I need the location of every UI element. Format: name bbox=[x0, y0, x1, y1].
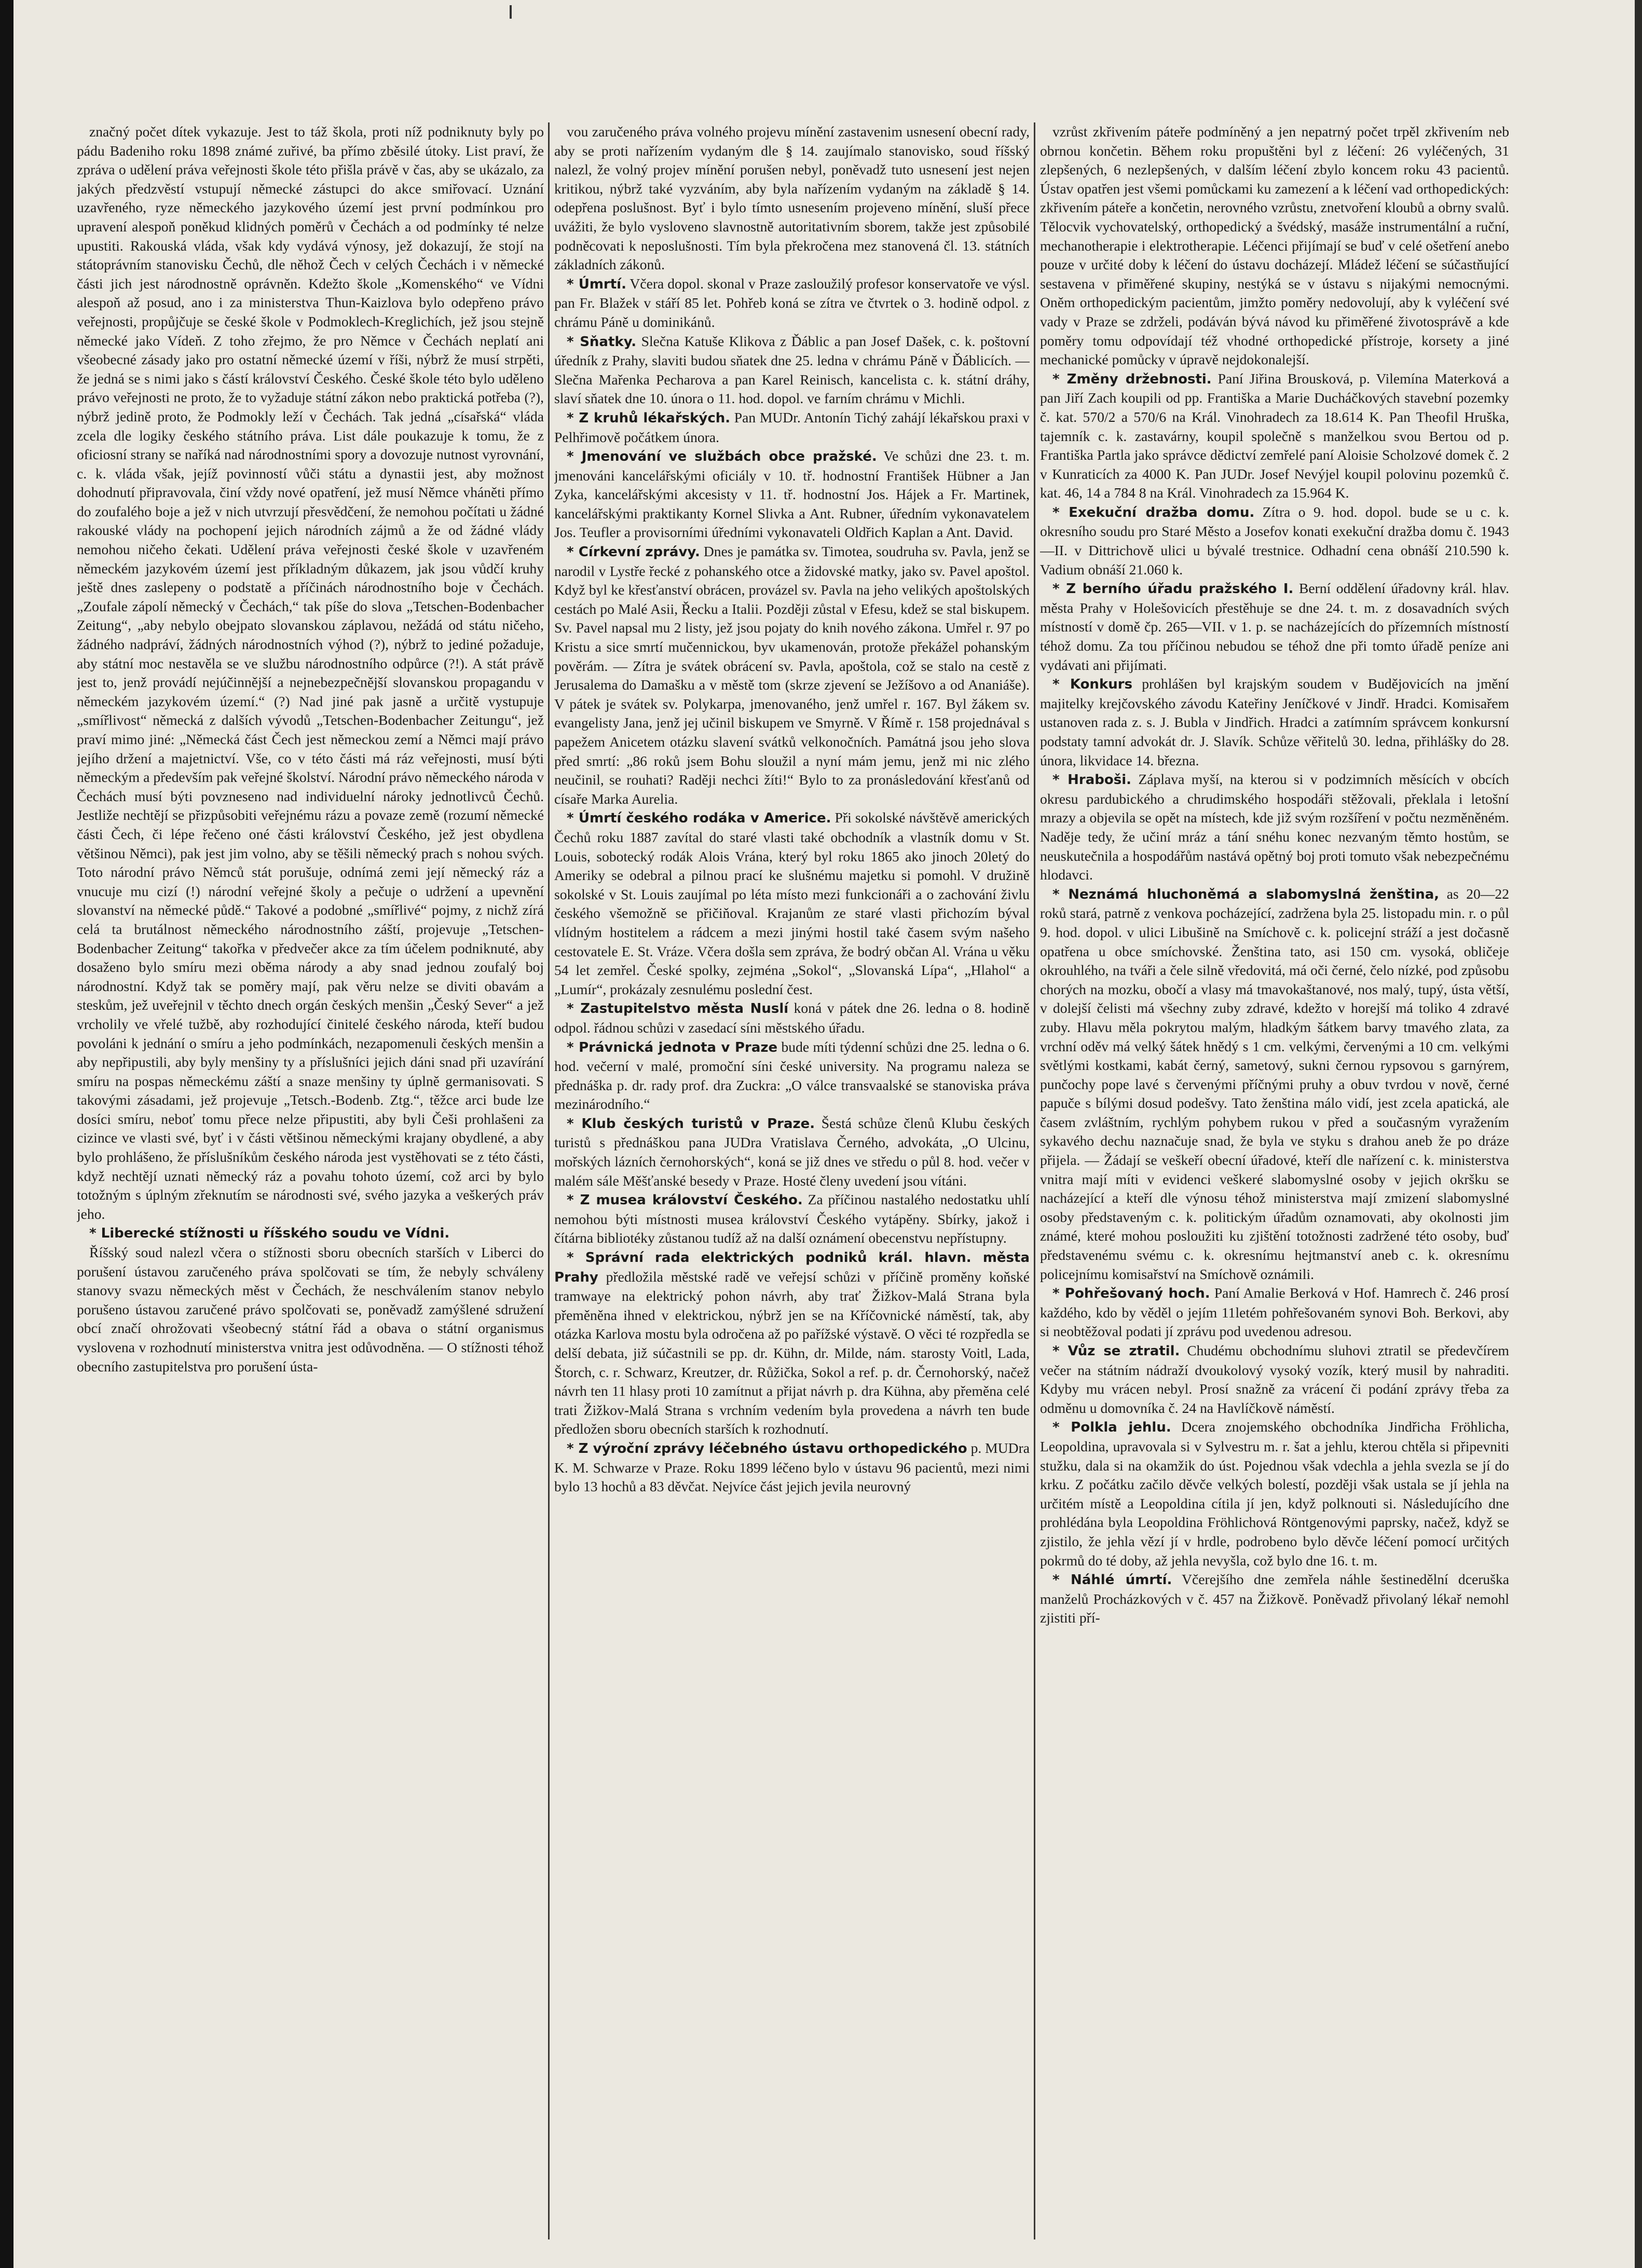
news-item: * Klub českých turistů v Praze. Šestá schůze členů Klubu českých turistů s přednáškou pana JUDra Vratislava Černého, advokáta, „O Ulcinu, mořských lázních černohorských“, koná se již dnes ve středu o půl 8. hod. večer v malém sále Měšťanské besedy v Praze. Hosté členy uvedení jsou vítáni. bbox=[554, 1115, 1030, 1189]
news-item: * Jmenování ve službách obce pražské. Ve schůzi dne 23. t. m. jmenováni kancelářskými oficiály v 10. tř. hodnostní František Hübner a Jan Zyka, kancelářskými akcesisty v 11. tř. hodnostní Jos. Hájek a Fr. Martinek, kancelářskými praktikanty Kornel Slivka a Ant. Rubner, úředním vykonavatelem Jos. Teufler a provisorními úředními vykonavateli Oldřich Kaplan a Ant. David. bbox=[554, 448, 1030, 541]
news-item: * Vůz se ztratil. Chudému obchodnímu sluhovi ztratil se předevčírem večer na státním nádraží dvoukolový vysoký vozík, který musil by nahraditi. Kdyby mu vrácen nebyl. Prosí snažně za vrácení či podání zprávy třeba za odměnu u domovníka č. 24 na Havlíčkově náměstí. bbox=[1040, 1342, 1509, 1416]
scan-border-left bbox=[0, 0, 13, 2268]
column-3 bbox=[1040, 122, 1509, 2239]
news-item: * Exekuční dražba domu. Zítra o 9. hod. dopol. bude se u c. k. okresního soudu pro Staré Město a Josefov konati exekuční dražba domu č. 1943—II. v Dittrichově ulici u bývalé trestnice. Odhadní cena obnáší 210.590 k. Vadium obnáší 21.060 k. bbox=[1040, 503, 1509, 578]
news-item: * Z musea království Českého. Za příčinou nastalého nedostatku uhlí nemohou býti místnosti musea království Českého vytápěny. Sbírky, jakož i čítárna bibliotéky zůstanou tudíž až na další oznámení obecenstvu nepřístupny. bbox=[554, 1191, 1030, 1246]
article-paragraph: Říšský soud nalezl včera o stížnosti sboru obecních starších v Liberci do porušení ústavou zaručeného práva spolčovati se tím, že nebyly schváleny stanovy svazu německých měst v Čechách, že neschválením stanov nebylo porušeno ústavou zaručené právo spolčovati se, poněvadž zamýšlené sdružení obcí značí ohrožovati všeobecný státní řád a obava o státní organismus vyslovena v rozhodnutí ministerstva vnitra jest odůvodněna. — O stížnosti téhož obecního zastupitelstva pro porušení ústa- bbox=[77, 1244, 544, 1374]
news-item: * Z kruhů lékařských. Pan MUDr. Antonín Tichý zahájí lékařskou praxi v Pelhřimově počátkem února. bbox=[554, 409, 1030, 445]
article-heading: * Liberecké stížnosti u říšského soudu ve Vídni. bbox=[89, 1226, 450, 1242]
news-item: * Pohřešovaný hoch. Paní Amalie Berková v Hof. Hamrech č. 246 prosí každého, kdo by věděl o jejím 11letém pohřešovaném synovi Boh. Berkovi, aby si neobtěžoval podati jí zprávu pod uvedenou adresou. bbox=[1040, 1285, 1509, 1340]
news-item: * Úmrtí českého rodáka v Americe. Při sokolské návštěvě amerických Čechů roku 1887 zavítal do staré vlasti také obchodník a vlastník domu v St. Louis, sobotecký rodák Alois Vrána, který byl roku 1865 ako jinoch 20letý do Ameriky se odebral a pilnou prací ke slušnému majetku si pomohl. V družině sokolské v St. Louis zaujímal po léta místo mezi funkcionáři a o zachování živlu českého všemožně se přičiňoval. Krajanům ze staré vlasti přichozím býval vlídným hostitelem a rádcem a mezi jinými hostil také časem svým našeho cestovatele E. St. Vráze. Včera došla sem zpráva, že bodrý občan Al. Vrána u věku 54 let zemřel. České spolky, zejména „Sokol“, „Slovanská Lípa“, „Hlahol“ a „Lumír“, prokázaly zesnulému poslední čest. bbox=[554, 809, 1030, 997]
article-paragraph: vou zaručeného práva volného projevu mínění zastavenim usnesení obecní rady, aby se proti nařízením vydaným dle § 14. zaujímalo stanovisko, soud říšský nalezl, že volný projev mínění porušen nebyl, poněvadž tuto usnesení jest nejen kritikou, nýbrž také vyzváním, aby byla nařízením vydaným na základě § 14. odepřena poslušnost. Byť i bylo tímto usnesením projeveno mínění, sluší přece uvážiti, že bylo vysloveno slavnostně autoritativním sborem, takže jest způsobilé podněcovati k neposlušnosti. Tím byla překročena mez stanovená čl. 13. státních základních zákonů. bbox=[554, 123, 1030, 273]
news-item: * Církevní zprávy. Dnes je památka sv. Timotea, soudruha sv. Pavla, jenž se narodil v Lystře řecké z pohanského otce a židovské matky, jako sv. Pavel apoštol. Když byl ke křesťanství obrácen, provázel sv. Pavla na jeho velikých apoštolských cestách po Malé Asii, Řecku a Italii. Později zůstal v Efesu, kdež se stal biskupem. Sv. Pavel napsal mu 2 listy, jež jsou pojaty do knih nového zákona. Umřel r. 97 po Kristu a sice smrtí mučennickou, byv ukamenován, protože překážel pohanským pověrám. — Zítra je svátek obrácení sv. Pavla, apoštola, což se stalo na cestě z Jerusalema do Damašku a v městě tom (skrze zjevení se Ježíšovo a od Ananiáše). V pátek je svátek sv. Polykarpa, jmenovaného, jenž umřel r. 167. Byl žákem sv. evangelisty Jana, jenž jej učinil biskupem ve Smyrně. V Římě r. 158 projednával s papežem Anicetem otázku slavení svátků velkonočních. Památná jsou jeho slova před smrtí: „86 roků jsem Bohu sloužil a nyní mám jemu, jenž mi nic zlého neučinil, se rouhati? Raději nechci žíti!“ Bylo to za pronásledování křesťanů od císaře Marka Aurelia. bbox=[554, 543, 1030, 807]
column-rule bbox=[548, 122, 550, 2239]
column-2 bbox=[554, 122, 1030, 2239]
article-paragraph: vzrůst zkřivením páteře podmíněný a jen nepatrný počet trpěl zkřivením neb obrnou končetin. Během roku propuštěni byl z léčení: 26 vyléčených, 31 zlepšených, 6 nezlepšených, v dalším léčení zbylo koncem roku 43 pacientů. Ústav opatřen jest všemi pomůckami ku zamezení a k léčení vad orthopedických: zkřivením páteře a končetin, nerovného vzrůstu, znetvoření kloubů a obrny svalů. Tělocvik vychovatelský, orthopedický a švédský, masáže instrumentální a ruční, mechanotherapie i elektrotherapie. Léčenci přijímají se buď v celé ošetření anebo pouze v určité doby k léčení do ústavu docházejí. Mládež léčení se súčastňující sestavena v přiměřené skupiny, nestýká se v ústavu s nijakými nemocnými. Oněm orthopedickým pacientům, jimžto poměry nedovolují, aby k vyléčení své vady v Praze se zdrželi, podáván bývá návod ku přiměřené životosprávě a kde poměry tomu odpovídají též vhodné orthopedické přístroje, korsety a jiné mechanické pomůcky v úpravě nejdokonalejší. bbox=[1040, 123, 1509, 368]
news-item: * Neznámá hluchoněmá a slabomyslná ženština, as 20—22 roků stará, patrně z venkova pocházející, zadržena byla 25. listopadu min. r. o půl 9. hod. dopol. v ulici Libušině na Smíchově c. k. policejní stráží a jest dočasně opatřena u obce smíchovské. Ženština tato, asi 150 cm. vysoká, obličeje okrouhlého, na tváři a čele silně vředovitá, má oči černé, čelo nízké, pod způsobu chorých na mozku, obočí a vlasy má tmavokaštanové, nos malý, tupý, ústa větší, v dolejší čelisti má všechny zuby zdravé, kdežto v horejší má toliko 4 zdravé zuby. Hlavu měla pokrytou malým, hladkým šátkem barvy tmavého zlata, za vrchní oděv má velký šátek hnědý s 1 cm. velkými, červenými a 10 cm. velkými světlými kostkami, kabát černý, sametový, sukni černou rypsovou s garnýrem, punčochy pope lavé s červenými příčnými pruhy a obuv tvrdou v nově, černé papuče s bílými dosud podešvy. Tato ženština málo vidí, jest zcela apatická, ale časem zvláštním, rychlým pohybem rukou v před a současným vyražením sykavého dechu naznačuje snad, že byla ve styku s drahou aneb že po dráze přijela. — Žádají se veškeří obecní úřadové, kteří dle nařízení c. k. ministerstva vnitra mají míti v evidenci veškeré slabomyslné osoby v jejich okršku se nacházející a kteří dle výnosu téhož ministerstva mají zmizení slabomyslné osoby představeným c. k. politickým úřadům oznamovati, aby okolnosti jim známé, které mohou posloužiti ku zjištění totožnosti zadržené této osoby, buď představenému svému c. k. okresnímu hejtmanství aneb c. k. okresnímu policejnímu komisařství na Smíchově oznámili. bbox=[1040, 885, 1509, 1282]
news-item: * Správní rada elektrických podniků král. hlavn. města Prahy předložila městské radě ve veřejsí schůzi v příčině proměny koňské tramwaye na elektrický pohon návrh, aby trať Žižkov-Malá Strana byla přeměněna ihned v elektrickou, nýbrž jen se na Kříčovnické náměstí, tak, aby otázka Karlova mostu byla odročena až po pařížské výstavě. O věci té rozpředla se delší debata, již súčastnili se pp. dr. Kühn, dr. Milde, nám. starosty Voitl, Lada, Štorch, c. r. Schwarz, Kreutzer, dr. Růžička, Sokol a ref. p. dr. Černohorský, načež návrh ten 11 hlasy proti 10 zamítnut a přijat návrh p. dra Kühna, aby přeměna celé trati Žižkov-Malá Strana s vrchním vedením byla provedena a návrh ten bude předložen sboru obecních starších k rozhodnutí. bbox=[554, 1250, 1030, 1437]
article-paragraph: značný počet dítek vykazuje. Jest to táž škola, proti níž podniknuty byly po pádu Badeniho roku 1898 známé zuřivé, ba přímo zběsilé útoky. List praví, že zpráva o udělení práva veřejnosti škole této přišla právě v čas, aby se ukázalo, za jakých předzvěstí vstupují německé zástupci do akce smiřovací. Uznání uzavřeného, ryze německého jazykového území jest první podmínkou pro upravení alespoň poněkud klidných poměrů v Čechách a od podmínky té nelze upustiti. Rakouská vláda, však kdy vydává výnosy, jež dokazují, že stojí na státoprávním stanovisku Čechů, dle něhož Čech v celých Čechách i v německé části jich jest národnostně oprávněn. Kdežto škole „Komenského“ ve Vídni alespoň až posud, ano i za ministerstva Thun-Kaizlova bylo odepřeno právo veřejnosti, propůjčuje se české škole v Podmoklech-Kreglichích, jež jsou stejně německé jako Vídeň. Z toho zřejmo, že pro Němce v Čechách neplatí ani všeobecné zásady jako pro ostatní německé území v říši, nýbrž že musí strpěti, že jedná se s nimi jako s částí království Českého. České škole této bylo uděleno právo veřejnosti ne proto, že to vyžaduje státní zákon nebo praktická potřeba (?), nýbrž jedině proto, že Podmokly leží v Čechách. Tak jedná „císařská“ vláda zcela dle logiky českého státního práva. List dále poukazuje k tomu, že z oficiosní strany se naříká nad národnostními spory a dovozuje nutnost vyrovnání, c. k. vláda však, jejíž povinností vůči státu a dynastii jest, aby možnost dohodnutí připravovala, činí vždy nové opatření, jež musí Němce vháněti přímo do zoufalého boje a jež v nich utvrzují přesvědčení, že nemohou počítati u žádné rakouské vlády na pochopení jejich národních zájmů a že od žádné vlády nemohou ničeho čekati. Udělení práva veřejnosti české škole v uzavřeném německém jazykovém území jest příkladným důkazem, jak jsou vůdčí kruhy ještě dnes zaslepeny o podstatě a příčinách národnostního boje v Čechách. „Zoufale zápolí německý v Čechách,“ tak píše do slova „Tetschen-Bodenbacher Zeitung“, „aby nebylo obejpato slovanskou záplavou, nežádá od státu ničeho, žádného nadpráví, žádných národnostních výhod (?), nýbrž to jediné požaduje, aby státní moc nestavěla se ve službu národnostního odpůrce (?!). A stát právě jest to, jenž provádí nejúčinnější a nejnebezpečnější slovanskou propagandu v německém jazykovém území.“ (?) Nad jiné pak jasně a určitě vystupuje „smířlivost“ německá z dalších vývodů „Tetschen-Bodenbacher Zeitungu“, jež praví mimo jiné: „Německá část Čech jest německou zemí a Němci mají právo jejího držení a majetnictví. Vše, co v této části má ráz veřejnosti, musí býti německým a především pak veřejné školství. Národní právo německého národa v Čechách musí býti povzneseno nad individuelní nároky jednotlivců Čechů. Jestliže nechtějí se přizpůsobiti veřejnému rázu a povaze země (rozumí německé části Čech, či lépe řečeno oné části království Českého, jež jest obydlena většinou Němci), pak jest jim volno, aby se těšili německý prach s nohou svých. Toto národní právo Němců stát porušuje, odnímá zemi její německý ráz a vnucuje mu cizí (!) národní veřejné školy a pečuje o udržení a upevnění slovanství na německé půdě.“ Takové a podobné „smířlivé“ pojmy, z nichž zírá celá ta brutálnost německého národnostního záští, projevuje „Tetschen-Bodenbacher Zeitung“ takořka v předvečer akce za tím účelem podniknuté, aby dosaženo bylo smíru mezi oběma národy a aby snad jednou zoufalý boj národnostní. Když tak se poměry mají, pak věru nelze se diviti obavám a steskům, jež uveřejnil v těchto dnech orgán českých menšin „Český Sever“ a jež vrcholily ve vřelé tužbě, aby rozhodující činitelé českého národa, kteří budou povoláni k jednání o smíru a jeho podmínkách, nezapomenuli českých menšin a aby nepřipustili, aby byly menšiny ty a příslušníci jejich dáni snad při uzavírání smíru na pospas německému záští a snaze menšiny ty úplně germanisovati. S takovými zásadami, jež projevuje „Tetsch.-Bodenb. Ztg.“, těžce arci bude lze dosíci smíru, neboť tomu přece nelze připustiti, aby byli Češi prohlašeni za cizince ve vlasti své, byť i v části většinou německými krajany obydlené, a aby bylo prohlášeno, že příslušníkům českého národa jest vystěhovati se z této části, když nechtějí uznati německý ráz a povahu tohoto území, což arci by bylo totožným s úplným zřeknutím se národnosti své, svého jazyka a veškerých práv jeho. bbox=[77, 123, 544, 1222]
news-item: * Úmrtí. Včera dopol. skonal v Praze zasloužilý profesor konservatoře ve výsl. pan Fr. Blažek v stáří 85 let. Pohřeb koná se zítra ve čtvrtek o 3. hodině odpol. z chrámu Páně u dominikánů. bbox=[554, 275, 1030, 330]
news-item: * Právnická jednota v Praze bude míti týdenní schůzi dne 25. ledna o 6. hod. večerní v malé, promoční síni české university. Na programu naleza se přednáška p. dr. rady prof. dra Zuckra: „O válce transvaalské se stanoviska práva mezinárodního.“ bbox=[554, 1038, 1030, 1112]
news-item: * Z berního úřadu pražského I. Berní oddělení úřadovny král. hlav. města Prahy v Holešovicích přestěhuje se dne 24. t. m. z dosavadních svých místností v domě čp. 265—VII. v 1. p. se nacházejících do přízemních místností téhož domu. Za tou příčinou nebudou se téhož dne při tomto úřadě peníze ani vydávati ani přijímati. bbox=[1040, 580, 1509, 673]
news-item: * Zastupitelstvo města Nuslí koná v pátek dne 26. ledna o 8. hodině odpol. řádnou schůzi v zasedací síni městského úřadu. bbox=[554, 1000, 1030, 1036]
news-item: * Změny držebnosti. Paní Jiřina Brousková, p. Vilemína Materková a pan Jiří Zach koupili od pp. Františka a Marie Ducháčkových stavební pozemky č. kat. 570/2 a 570/6 na Král. Vinohradech za 18.614 K. Pan Theofil Hruška, tajemník c. k. zastavárny, koupil společně s manželkou svou Bertou od p. Františka Partla jako správce dědictví zemřelé paní Aloisie Scholzové domek č. 2 v Kunraticích za 4000 K. Pan JUDr. Josef Nevýjel koupil polovinu pozemků č. kat. 46, 14 a 784 8 na Král. Vinohradech za 15.964 K. bbox=[1040, 370, 1509, 501]
column-rule bbox=[1034, 122, 1035, 2239]
news-item: * Polkla jehlu. Dcera znojemského obchodníka Jindřicha Fröhlicha, Leopoldina, upravovala si v Sylvestru m. r. šat a jehlu, kterou chtěla si připevniti stužku, dala si na okamžik do úst. Pojednou však vdechla a jehla svezla se jí do krku. Z počátku začilo děvče velkých bolestí, později však ustala se jí jehla na určitém místě a Leopoldina cítila jí jen, když polknouti si. Následujícího dne prohlédána byla Leopoldina Fröhlichová Röntgenovými paprsky, načež, když se zjistilo, že jehla vězí jí v hrdle, podrobeno bylo děvče léčení pomocí určitých pokrmů do té doby, až jehla nevyšla, což bylo dne 16. t. m. bbox=[1040, 1419, 1509, 1569]
news-item: * Sňatky. Slečna Katuše Klikova z Ďáblic a pan Josef Dašek, c. k. poštovní úředník z Prahy, slaviti budou sňatek dne 25. ledna v chrámu Páně v Ďáblicích. — Slečna Mařenka Pecharova a pan Karel Reinisch, kancelista c. k. státní dráhy, slaví sňatek dne 10. února o 11. hod. dopol. ve farním chrámu v Michli. bbox=[554, 333, 1030, 407]
scan-mark bbox=[510, 5, 512, 19]
scan-border-right bbox=[1635, 0, 1642, 2268]
column-1 bbox=[77, 122, 544, 2239]
news-item: * Hraboši. Záplava myší, na kterou si v podzimních měsících v obcích okresu pardubického a chrudimského hospodáři stěžovali, překlala i letošní mrazy a objevila se opět na místech, kde již svým rozšíření v počtu nezměněném. Naděje tedy, že učiní mráz a tání snéhu konec nezvaným těmto hostům, se neuskutečnila a hospodářům nastává opětný boj proti tomuto však nebezpečnému hlodavci. bbox=[1040, 771, 1509, 883]
news-item: * Konkurs prohlášen byl krajským soudem v Budějovicích na jmění majitelky krejčovského závodu Kateřiny Jeníčkové v Jindř. Hradci. Komisařem ustanoven rada z. s. J. Bubla v Jindřich. Hradci a zatímním správcem konkursní podstaty tamní advokát dr. J. Slavík. Schůze věřitelů 30. ledna, přihlášky do 28. února, likvidace 14. března. bbox=[1040, 676, 1509, 768]
news-item: * Z výroční zprávy léčebného ústavu orthopedického p. MUDra K. M. Schwarze v Praze. Roku 1899 léčeno bylo v ústavu 96 pacientů, mezi nimi bylo 13 hochů a 83 děvčat. Nejvíce část jejich jevila neurovný bbox=[554, 1439, 1030, 1495]
news-item: * Náhlé úmrtí. Včerejšího dne zemřela náhle šestinedělní dceruška manželů Procházkových v č. 457 na Žižkově. Poněvadž přivolaný lékař nemohl zjistiti pří- bbox=[1040, 1571, 1509, 1626]
